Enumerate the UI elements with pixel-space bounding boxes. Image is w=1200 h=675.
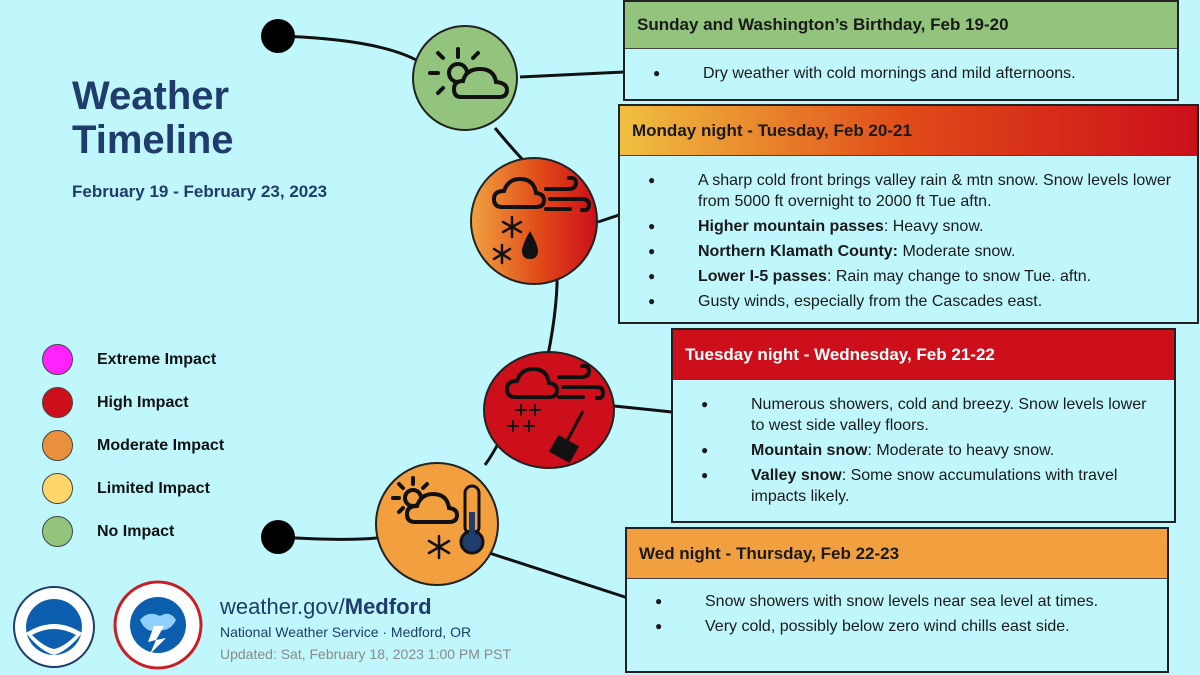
legend-label: Moderate Impact [97, 436, 225, 454]
raindrop-icon [522, 231, 538, 259]
event-bullet [648, 216, 1187, 237]
bullet-text: : Some snow accumulations with travel impacts likely. [751, 467, 1118, 505]
noaa-logo [8, 585, 100, 669]
event-bullet [701, 394, 1164, 436]
legend-item-none [42, 510, 224, 553]
connector-event-3 [614, 406, 672, 412]
event-bullet [648, 170, 1187, 212]
event-bullet [701, 465, 1164, 507]
legend-item-moderate [42, 424, 224, 467]
legend-label: No Impact [97, 522, 175, 540]
bullet-text: Snow showers with snow levels near sea level at times. [705, 593, 1099, 610]
sun-cloud-icon [414, 27, 520, 133]
legend-item-extreme [42, 338, 224, 381]
legend-item-high [42, 381, 224, 424]
legend-label: High Impact [97, 393, 189, 411]
event-bullet [701, 440, 1164, 461]
event-card-4 [625, 527, 1169, 673]
connector-event-1 [520, 72, 624, 77]
event-card-body [673, 380, 1174, 507]
shovel-icon [551, 411, 583, 461]
cloud-wind-snow-icon [472, 159, 600, 287]
moderate-impact-swatch [42, 430, 73, 461]
bullet-text: Numerous showers, cold and breezy. Snow levels lower to west side valley floors. [751, 396, 1147, 434]
bullet-bold: Northern Klamath County: [698, 243, 898, 260]
website-prefix: weather.gov/ [220, 594, 345, 619]
snowflake-icon [494, 217, 521, 263]
snow-cloud-icon [507, 369, 557, 397]
event-2-icon-circle [470, 157, 598, 285]
event-bullet-list [653, 63, 1167, 84]
bullet-text: : Rain may change to snow Tue. aftn. [826, 268, 1092, 285]
office-name: National Weather Service · Medford, OR [220, 624, 472, 640]
bullet-text: Very cold, possibly below zero wind chills east side. [705, 618, 1070, 635]
high-impact-swatch [42, 387, 73, 418]
event-card-header [625, 2, 1177, 49]
snowflake-icon [429, 536, 449, 558]
event-header-text: Wed night - Thursday, Feb 22-23 [639, 543, 900, 563]
updated-timestamp: Updated: Sat, February 18, 2023 1:00 PM PST [220, 646, 512, 662]
event-3-icon-circle [483, 351, 615, 469]
bullet-bold: Valley snow [751, 467, 842, 484]
page-title [72, 74, 372, 162]
wind-icon [546, 178, 589, 210]
event-card-header [673, 330, 1174, 380]
extreme-impact-swatch [42, 344, 73, 375]
event-4-icon-circle [375, 462, 499, 586]
event-card-1 [623, 0, 1179, 101]
event-header-text: Monday night - Tuesday, Feb 20-21 [632, 120, 912, 140]
cloud-icon [494, 179, 544, 207]
sun-cloud-icon [393, 478, 457, 522]
event-card-header [627, 529, 1167, 579]
event-card-header [620, 106, 1197, 156]
event-bullet [655, 591, 1157, 612]
event-header-text: Tuesday night - Wednesday, Feb 21-22 [685, 344, 995, 364]
event-1-icon-circle [412, 25, 518, 131]
date-range: February 19 - February 23, 2023 [72, 182, 328, 201]
wind-icon [559, 366, 603, 398]
snow-cloud-wind-shovel-icon [485, 353, 617, 471]
impact-legend [42, 338, 224, 553]
timeline-curve [278, 36, 420, 62]
website-link[interactable] [220, 594, 432, 620]
no-impact-swatch [42, 516, 73, 547]
title-line-1: Weather [72, 74, 230, 118]
legend-label: Extreme Impact [97, 350, 217, 368]
timeline-start-node [261, 19, 295, 53]
connector-event-2 [598, 215, 619, 222]
event-card-2 [618, 104, 1199, 324]
bullet-text: Gusty winds, especially from the Cascades east. [698, 293, 1043, 310]
event-bullet [648, 291, 1187, 312]
event-card-body [620, 156, 1197, 312]
bullet-text: A sharp cold front brings valley rain & mtn snow. Snow levels lower from 5000 ft overnight to 2000 ft Tue aftn. [698, 172, 1172, 210]
bullet-text: : Moderate to heavy snow. [867, 442, 1055, 459]
thermometer-cold-icon [461, 486, 483, 553]
connector-event-4 [480, 550, 628, 598]
bullet-bold: Lower I-5 passes [698, 268, 827, 285]
event-bullet [648, 266, 1187, 287]
event-card-3 [671, 328, 1176, 523]
legend-label: Limited Impact [97, 479, 210, 497]
bullet-text: Dry weather with cold mornings and mild afternoons. [703, 65, 1076, 82]
legend-item-limited [42, 467, 224, 510]
bullet-text: : Heavy snow. [883, 218, 984, 235]
bullet-text: Moderate snow. [898, 243, 1016, 260]
event-bullet [655, 616, 1157, 637]
title-line-2: Timeline [72, 118, 234, 162]
sun-cloud-thermometer-icon [377, 464, 501, 588]
timeline-end-node [261, 520, 295, 554]
limited-impact-swatch [42, 473, 73, 504]
bullet-bold: Higher mountain passes [698, 218, 884, 235]
event-card-body [625, 49, 1177, 84]
event-bullet-list [701, 394, 1164, 507]
event-header-text: Sunday and Washington’s Birthday, Feb 19-20 [637, 15, 1009, 34]
bullet-bold: Mountain snow [751, 442, 868, 459]
nws-logo [110, 580, 206, 670]
event-bullet-list [648, 170, 1187, 312]
event-card-body [627, 579, 1167, 637]
event-bullet-list [655, 591, 1157, 637]
event-bullet [653, 63, 1167, 84]
website-office: Medford [344, 594, 432, 619]
event-bullet [648, 241, 1187, 262]
